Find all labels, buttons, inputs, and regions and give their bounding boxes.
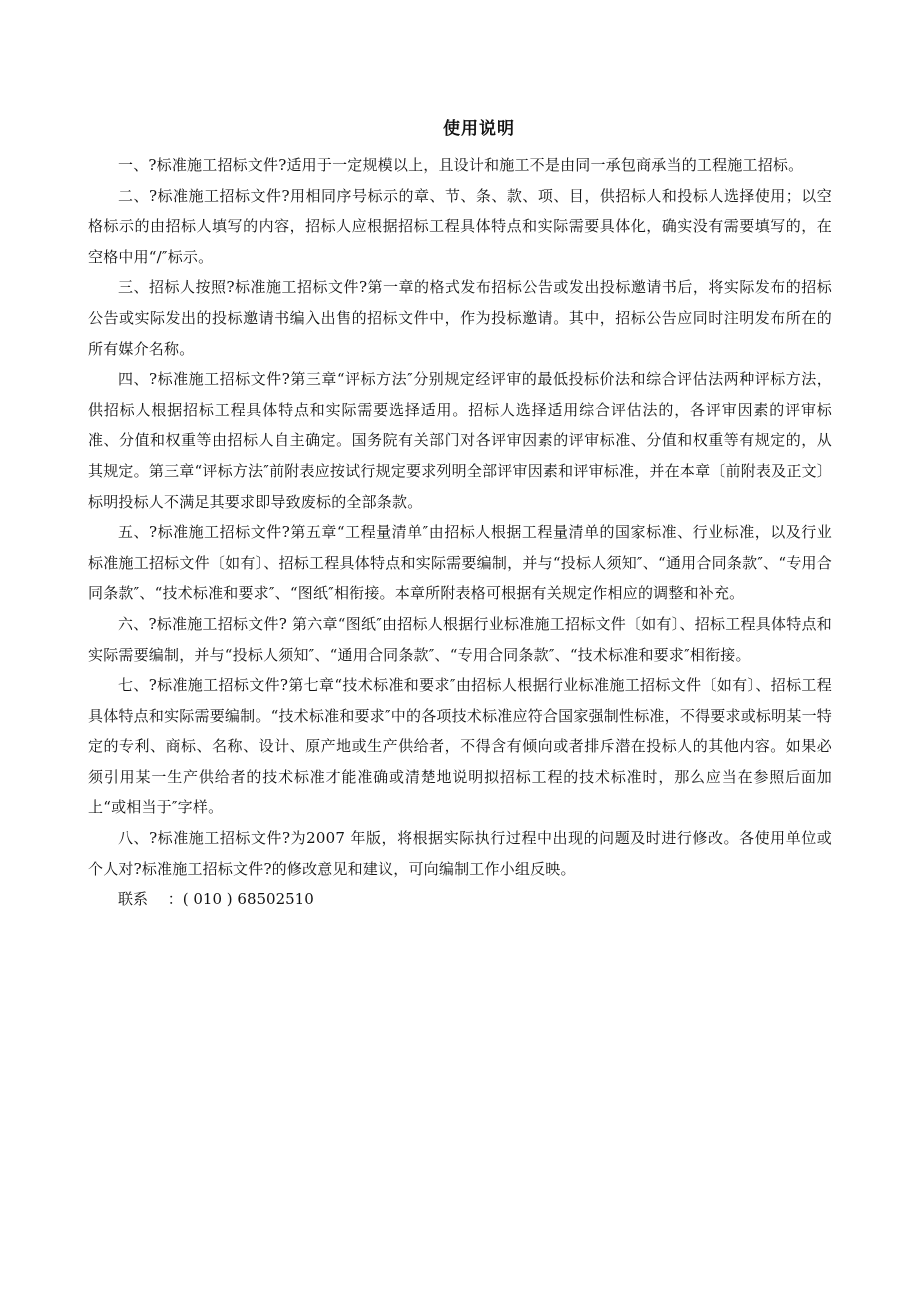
contact-line: 联系 ：( 010 ) 68502510 xyxy=(118,890,314,909)
paragraph-1: 一、?标准施工招标文件?适用于一定规模以上，且设计和施工不是由同一承包商承当的工程施工招标。 xyxy=(118,156,804,174)
paragraph-6: 六、?标准施工招标文件? 第六章“图纸″由招标人根据行业标准施工招标文件〔如有〕、招标工程具体特点和实际需要编制，并与“投标人须知″、“通用合同条款″、“专用合同条款″、“技术标准和要求″相衔接。 xyxy=(88,614,832,664)
paragraph-5: 五、?标准施工招标文件?第五章“工程量清单″由招标人根据工程量清单的国家标准、行业标准，以及行业标准施工招标文件〔如有〕、招标工程具体特点和实际需要编制，并与“投标人须知″、“通用合同条款″、“专用合同条款″、“技术标准和要求″、“图纸″相衔接。本章所附表格可根据有关规定作相应的调整和补充。 xyxy=(88,523,832,603)
paragraph-4: 四、?标准施工招标文件?第三章“评标方法″分别规定经评审的最低投标价法和综合评估法两种评标方法，供招标人根据招标工程具体特点和实际需要选择适用。招标人选择适用综合评估法的，各评审因素的评审标准、分值和权重等由招标人自主确定。国务院有关部门对各评审因素的评审标准、分值和权重等有规定的，从其规定。第三章“评标方法″前附表应按试行规定要求列明全部评审因素和评审标准，并在本章〔前附表及正文〕标明投标人不满足其要求即导致废标的全部条款。 xyxy=(88,370,832,511)
document-body xyxy=(88,150,832,915)
paragraph-2: 二、?标准施工招标文件?用相同序号标示的章、节、条、款、项、目，供招标人和投标人选择使用；以空格标示的由招标人填写的内容，招标人应根据招标工程具体特点和实际需要具体化，确实没有需要填写的，在空格中用“/″标示。 xyxy=(88,186,832,266)
paragraph-7: 七、?标准施工招标文件?第七章“技术标准和要求″由招标人根据行业标准施工招标文件〔如有〕、招标工程具体特点和实际需要编制。“技术标准和要求″中的各项技术标准应符合国家强制性标准，不得要求或标明某一特定的专利、商标、名称、设计、原产地或生产供给者，不得含有倾向或者排斥潜在投标人的其他内容。如果必须引用某一生产供给者的技术标准才能准确或清楚地说明拟招标工程的技术标准时，那么应当在参照后面加上“或相当于″字样。 xyxy=(88,676,832,817)
paragraph-3: 三、招标人按照?标准施工招标文件?第一章的格式发布招标公告或发出投标邀请书后，将实际发布的招标公告或实际发出的投标邀请书编入出售的招标文件中，作为投标邀请。其中，招标公告应同时注明发布所在的所有媒介名称。 xyxy=(88,278,832,358)
document-title: 使用说明 xyxy=(443,119,515,139)
paragraph-8: 八、?标准施工招标文件?为2007 年版，将根据实际执行过程中出现的问题及时进行修改。各使用单位或个人对?标准施工招标文件?的修改意见和建议，可向编制工作小组反映。 xyxy=(88,829,832,878)
